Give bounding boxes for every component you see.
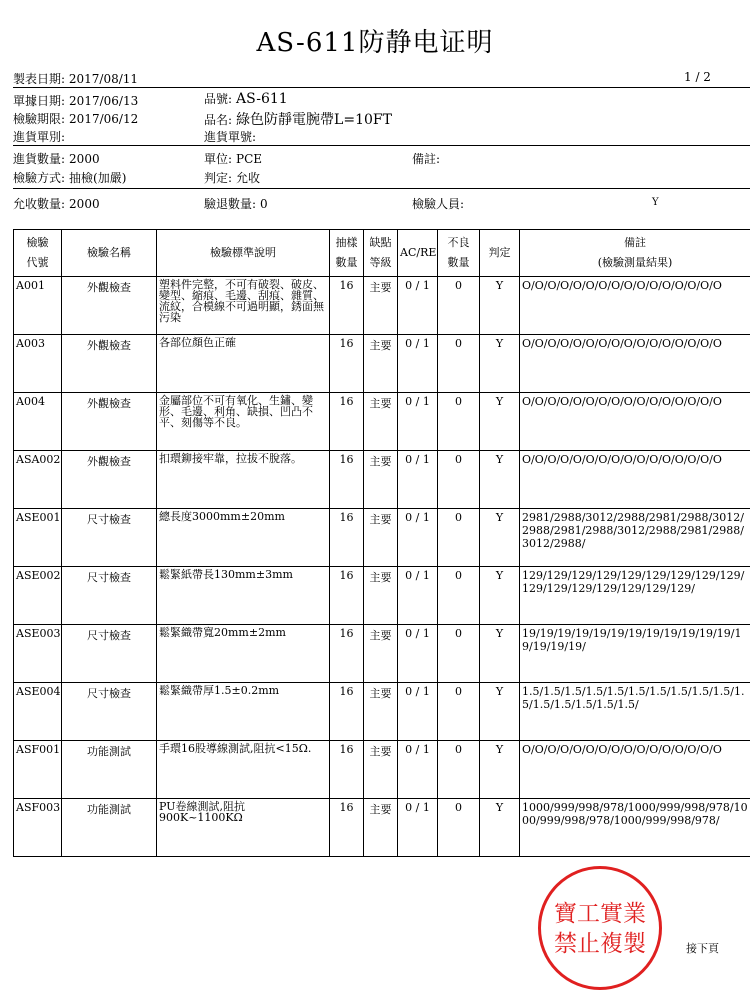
table-row (14, 799, 750, 857)
cell-name: 外觀檢查 (62, 451, 157, 509)
cell-code: ASE004 (14, 683, 62, 741)
cell-remark: O/O/O/O/O/O/O/O/O/O/O/O/O/O/O/O (520, 393, 750, 451)
stamp-line-2: 禁止複製 (554, 931, 646, 957)
cell-remark: O/O/O/O/O/O/O/O/O/O/O/O/O/O/O/O (520, 277, 750, 335)
cell-sample: 16 (330, 741, 364, 799)
cell-judge: Y (480, 683, 520, 741)
cell-acre: 0 / 1 (398, 567, 438, 625)
divider (13, 87, 750, 88)
judge: 判定: 允收 (204, 171, 261, 185)
cell-sample: 16 (330, 567, 364, 625)
cell-std: 各部位顏色正確 (157, 335, 330, 393)
cell-bad: 0 (438, 335, 480, 393)
cell-level: 主要 (364, 451, 398, 509)
order-no: 進貨單號: (204, 130, 257, 144)
next-page-note: 接下頁 (686, 942, 719, 955)
col-std: 檢驗標準說明 (157, 230, 330, 277)
cell-level: 主要 (364, 509, 398, 567)
cell-name: 外觀檢查 (62, 335, 157, 393)
cell-acre: 0 / 1 (398, 277, 438, 335)
report-date: 製表日期: 2017/08/11 (13, 72, 139, 86)
cell-remark: O/O/O/O/O/O/O/O/O/O/O/O/O/O/O/O (520, 451, 750, 509)
cell-judge: Y (480, 567, 520, 625)
cell-remark: 19/19/19/19/19/19/19/19/19/19/19/19/19/19/19/19/ (520, 625, 750, 683)
cell-bad: 0 (438, 683, 480, 741)
cell-bad: 0 (438, 509, 480, 567)
cell-std: 手環16股導線測試,阻抗<15Ω. (157, 741, 330, 799)
cell-acre: 0 / 1 (398, 451, 438, 509)
cell-code: ASE002 (14, 567, 62, 625)
table-row (14, 683, 750, 741)
cell-acre: 0 / 1 (398, 509, 438, 567)
cell-code: ASA002 (14, 451, 62, 509)
stamp-line-1: 寶工實業 (554, 901, 646, 927)
cell-name: 外觀檢查 (62, 393, 157, 451)
cell-sample: 16 (330, 625, 364, 683)
cell-name: 外觀檢查 (62, 277, 157, 335)
cell-sample: 16 (330, 393, 364, 451)
cell-sample: 16 (330, 683, 364, 741)
cell-level: 主要 (364, 277, 398, 335)
cell-judge: Y (480, 393, 520, 451)
cell-sample: 16 (330, 799, 364, 857)
cell-code: ASE001 (14, 509, 62, 567)
cell-remark: 2981/2988/3012/2988/2981/2988/3012/2988/2981/2988/3012/2988/2981/2988/3012/2988/ (520, 509, 750, 567)
cell-code: ASF003 (14, 799, 62, 857)
cell-code: ASE003 (14, 625, 62, 683)
unit: 單位: PCE (204, 152, 263, 166)
method: 檢驗方式: 抽檢(加嚴) (13, 171, 127, 185)
col-judge: 判定 (480, 230, 520, 277)
cell-std: 鬆緊織帶寬20mm±2mm (157, 625, 330, 683)
cell-code: ASF001 (14, 741, 62, 799)
col-acre: AC/RE (398, 230, 438, 277)
reject-qty: 驗退數量: 0 (204, 197, 268, 211)
cell-judge: Y (480, 335, 520, 393)
cell-bad: 0 (438, 277, 480, 335)
cell-name: 尺寸檢查 (62, 509, 157, 567)
cell-level: 主要 (364, 799, 398, 857)
cell-sample: 16 (330, 451, 364, 509)
cell-name: 功能測試 (62, 799, 157, 857)
inspector: Y (652, 197, 659, 208)
table-row (14, 335, 750, 393)
col-defect: 缺點 等級 (364, 230, 398, 277)
cell-sample: 16 (330, 335, 364, 393)
cell-std: 扣環鉚接牢靠，拉拔不脫落。 (157, 451, 330, 509)
cell-remark: O/O/O/O/O/O/O/O/O/O/O/O/O/O/O/O (520, 741, 750, 799)
cell-bad: 0 (438, 451, 480, 509)
cell-remark: 1.5/1.5/1.5/1.5/1.5/1.5/1.5/1.5/1.5/1.5/1.5/1.5/1.5/1.5/1.5/1.5/ (520, 683, 750, 741)
cell-acre: 0 / 1 (398, 335, 438, 393)
cell-acre: 0 / 1 (398, 393, 438, 451)
cell-std: PU卷線測試,阻抗900K~1100KΩ (157, 799, 330, 857)
cell-judge: Y (480, 451, 520, 509)
page-title: AS-611防静电证明 (256, 28, 494, 58)
cell-level: 主要 (364, 567, 398, 625)
cell-level: 主要 (364, 625, 398, 683)
cell-std: 塑料件完整，不可有破裂、破皮、變型、縮痕、毛邊、刮痕、雜質、流紋，合模線不可過明顯，銹面無污染 (157, 277, 330, 335)
inspection-table (13, 229, 750, 857)
col-sample: 抽樣 數量 (330, 230, 364, 277)
cell-name: 尺寸檢查 (62, 567, 157, 625)
cell-bad: 0 (438, 393, 480, 451)
table-header (14, 230, 750, 277)
table-row (14, 451, 750, 509)
table-row (14, 509, 750, 567)
table-row (14, 625, 750, 683)
table-row (14, 567, 750, 625)
cell-level: 主要 (364, 683, 398, 741)
cell-remark: 1000/999/998/978/1000/999/998/978/1000/999/998/978/1000/999/998/978/ (520, 799, 750, 857)
cell-judge: Y (480, 799, 520, 857)
divider (13, 188, 750, 189)
cell-std: 總長度3000mm±20mm (157, 509, 330, 567)
page-number: 1 / 2 (684, 70, 711, 84)
cell-std: 金屬部位不可有氧化、生鏽、變形、毛邊、利角、缺損、凹凸不平、刻傷等不良。 (157, 393, 330, 451)
cell-code: A003 (14, 335, 62, 393)
cell-remark: O/O/O/O/O/O/O/O/O/O/O/O/O/O/O/O (520, 335, 750, 393)
cell-level: 主要 (364, 335, 398, 393)
cell-name: 尺寸檢查 (62, 683, 157, 741)
insp-date: 檢驗期限: 2017/06/12 (13, 112, 139, 126)
col-code: 檢驗 代號 (14, 230, 62, 277)
cell-std: 鬆緊織帶厚1.5±0.2mm (157, 683, 330, 741)
cell-acre: 0 / 1 (398, 741, 438, 799)
cell-code: A004 (14, 393, 62, 451)
doc-date: 單據日期: 2017/06/13 (13, 94, 139, 108)
cell-judge: Y (480, 277, 520, 335)
cell-code: A001 (14, 277, 62, 335)
table-row (14, 393, 750, 451)
cell-sample: 16 (330, 509, 364, 567)
copy-prohibited-stamp (538, 866, 662, 990)
cell-acre: 0 / 1 (398, 799, 438, 857)
cell-acre: 0 / 1 (398, 683, 438, 741)
cell-name: 功能測試 (62, 741, 157, 799)
cell-level: 主要 (364, 393, 398, 451)
divider (13, 145, 750, 146)
cell-judge: Y (480, 625, 520, 683)
cell-bad: 0 (438, 799, 480, 857)
col-remark: 備註 (檢驗測量結果) (520, 230, 750, 277)
table-row (14, 741, 750, 799)
note: 備註: (412, 152, 441, 166)
accept-qty: 允收數量: 2000 (13, 197, 100, 211)
part-name: 品名: 綠色防靜電腕帶L=10FT (204, 112, 392, 128)
col-name: 檢驗名稱 (62, 230, 157, 277)
col-bad: 不良 數量 (438, 230, 480, 277)
order-type: 進貨單別: (13, 130, 66, 144)
cell-bad: 0 (438, 567, 480, 625)
cell-std: 鬆緊紙帶長130mm±3mm (157, 567, 330, 625)
cell-judge: Y (480, 509, 520, 567)
part-no: 品號: AS-611 (204, 91, 288, 107)
cell-judge: Y (480, 741, 520, 799)
cell-level: 主要 (364, 741, 398, 799)
cell-bad: 0 (438, 741, 480, 799)
cell-remark: 129/129/129/129/129/129/129/129/129/129/129/129/129/129/129/129/ (520, 567, 750, 625)
cell-name: 尺寸檢查 (62, 625, 157, 683)
cell-bad: 0 (438, 625, 480, 683)
table-row (14, 277, 750, 335)
cell-sample: 16 (330, 277, 364, 335)
inspector-label: 檢驗人員: (412, 197, 465, 211)
cell-acre: 0 / 1 (398, 625, 438, 683)
qty: 進貨數量: 2000 (13, 152, 100, 166)
